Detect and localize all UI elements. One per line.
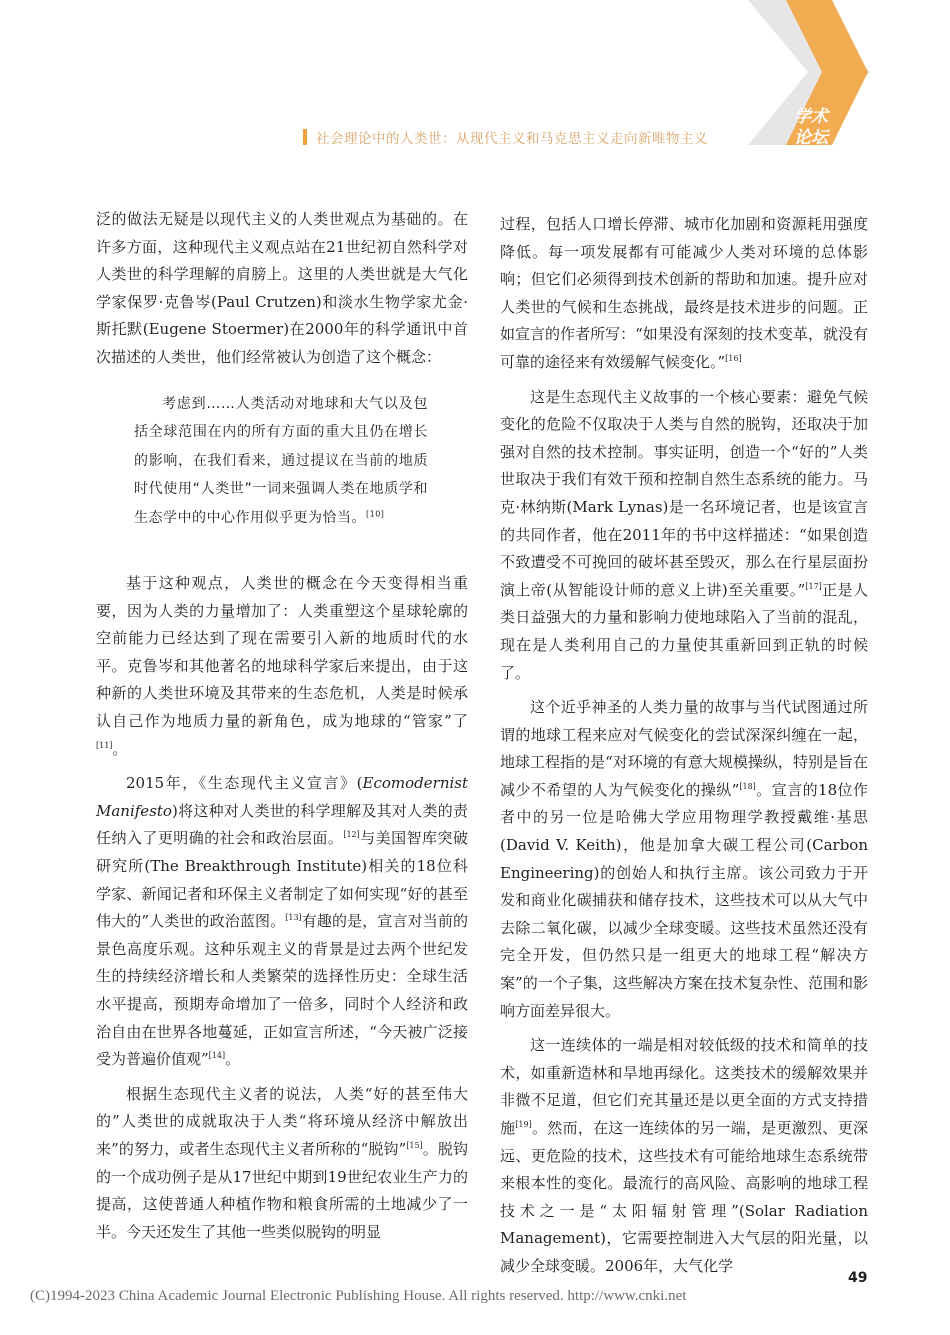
citation: [12] <box>343 830 360 840</box>
quote-text: 考虑到……人类活动对地球和大气以及包括全球范围在内的所有方面的重大且仍在增长的影响，在我们看来，通过提议在当前的地质时代使用“人类世”一词来强调人类在地质学和生态学中的中心作用似乎更为恰当。 <box>134 395 428 526</box>
paragraph: 2015年，《生态现代主义宣言》(Ecomodernist Manifesto)将这种对人类世的科学理解及其对人类的责任纳入了更明确的社会和政治层面。[12]与美国智库突破研究所(The Breakthrough Institute)相关的18位科学家、新闻记者和环保主义者制定了如何实现“好的甚至伟大的”人类世的政治蓝图。[13]有趣的是，宣言对当前的景色高度乐观。这种乐观主义的背景是过去两个世纪发生的持续经济增长和人类繁荣的选择性历史：全球生活水平提高，预期寿命增加了一倍多，同时个人经济和政治自由在世界各地蔓延，正如宣言所述，“今天被广泛接受为普遍价值观”[14]。 <box>96 774 468 1069</box>
section-label-line1: 学术 <box>794 107 828 127</box>
paragraph: 基于这种观点，人类世的概念在今天变得相当重要，因为人类的力量增加了：人类重塑这个星球轮廓的空前能力已经达到了现在需要引入新的地质时代的水平。克鲁岑和其他著名的地球科学家后来提出，由于这种新的人类世环境及其带来的生态危机，人类是时候承认自己作为地质力量的新角色，成为地球的“管家”了[11]。 <box>96 574 468 758</box>
block-quote <box>96 390 468 533</box>
citation: [17] <box>805 581 822 591</box>
section-label-line2: 论坛 <box>794 128 828 148</box>
header-accent-bar <box>303 129 307 145</box>
citation: [16] <box>725 353 742 363</box>
paragraph: 泛的做法无疑是以现代主义的人类世观点为基础的。在许多方面，这种现代主义观点站在21世纪初自然科学对人类世的科学理解的肩膀上。这里的人类世就是大气化学家保罗·克鲁岑(Paul Crutzen)和淡水生物学家尤金·斯托默(Eugene Stoermer)在2000年的科学通讯中首次描述的人类世，他们经常被认为创造了这个概念： <box>96 210 468 366</box>
copyright-footer: (C)1994-2023 China Academic Journal Electronic Publishing House. All rights reserved. http://www.cnki.net <box>30 1288 687 1304</box>
page-number: 49 <box>848 1270 868 1286</box>
citation: [13] <box>285 913 302 923</box>
citation: [15] <box>406 1140 423 1150</box>
manifesto-title: Ecomodernist Manifesto <box>96 774 468 820</box>
left-column <box>96 206 468 1253</box>
paragraph: 这个近乎神圣的人类力量的故事与当代试图通过所谓的地球工程来应对气候变化的尝试深深纠缠在一起，地球工程指的是“对环境的有意大规模操纵，特别是旨在减少不希望的人为气候变化的操纵”[18]。宣言的18位作者中的另一位是哈佛大学应用物理学教授戴维·基思(David V. Keith)，他是加拿大碳工程公司(Carbon Engineering)的创始人和执行主席。该公司致力于开发和商业化碳捕获和储存技术，这些技术可以从大气中去除二氧化碳，以减少全球变暖。这些技术虽然还没有完全开发，但仍然只是一组更大的地球工程“解决方案”的一个子集，这些解决方案在技术复杂性、范围和影响方面差异很大。 <box>500 698 869 1020</box>
paragraph: 这一连续体的一端是相对较低级的技术和简单的技术，如重新造林和旱地再绿化。这类技术的缓解效果并非微不足道，但它们充其量还是以更全面的方式支持措施[19]。然而，在这一连续体的另一端，是更激烈、更深远、更危险的技术，这些技术有可能给地球生态系统带来根本性的变化。最流行的高风险、高影响的地球工程技术之一是“太阳辐射管理”(Solar Radiation Management)，它需要控制进入大气层的阳光量，以减少全球变暖。2006年，大气化学 <box>500 1036 868 1275</box>
paragraph: 这是生态现代主义故事的一个核心要素：避免气候变化的危险不仅取决于人类与自然的脱钩，还取决于加强对自然的技术控制。事实证明，创造一个“好的”人类世取决于我们有效干预和控制自然生态系统的能力。马克·林纳斯(Mark Lynas)是一名环境记者，也是该宣言的共同作者，他在2011年的书中这样描述：“如果创造不致遭受不可挽回的破坏甚至毁灭，那么在行星层面扮演上帝(从智能设计师的意义上讲)至关重要。”[17]正是人类日益强大的力量和影响力使地球陷入了当前的混乱，现在是人类利用自己的力量使其重新回到正轨的时候了。 <box>500 387 868 682</box>
right-column <box>500 211 868 1288</box>
running-title: 社会理论中的人类世：从现代主义和马克思主义走向新唯物主义 <box>316 131 708 147</box>
citation: [10] <box>366 508 385 518</box>
citation: [18] <box>739 781 756 791</box>
paragraph: 过程，包括人口增长停滞、城市化加剧和资源耗用强度降低。每一项发展都有可能减少人类对环境的总体影响；但它们必须得到技术创新的帮助和加速。提升应对人类世的气候和生态挑战，最终是技术进步的问题。正如宣言的作者所写：“如果没有深刻的技术变革，就没有可靠的途径来有效缓解气候变化。”[16] <box>500 215 868 371</box>
citation: [11] <box>96 740 113 750</box>
citation: [19] <box>515 1120 532 1129</box>
citation: [14] <box>208 1051 226 1061</box>
paragraph: 根据生态现代主义者的说法，人类“好的甚至伟大的”人类世的成就取决于人类“将环境从经济中解放出来”的努力，或者生态现代主义者所称的“脱钩”[15]。脱钩的一个成功例子是从17世纪中期到19世纪农业生产力的提高，这使普通人种植作物和粮食所需的土地减少了一半。今天还发生了其他一些类似脱钩的明显 <box>96 1084 468 1241</box>
